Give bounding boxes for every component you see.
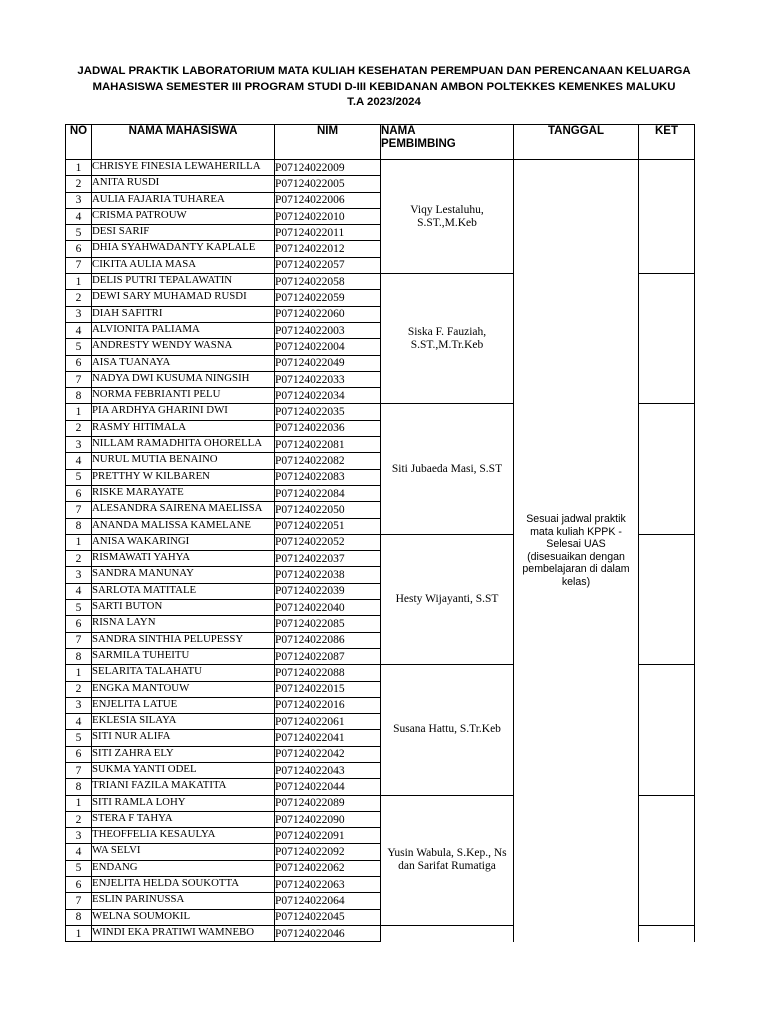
student-nim: P07124022089 — [275, 795, 381, 811]
row-number: 6 — [66, 877, 92, 893]
supervisor-cell — [381, 274, 514, 404]
supervisor-name-line: Viqy Lestaluhu, — [410, 203, 484, 216]
student-nim: P07124022039 — [275, 583, 381, 599]
row-number: 4 — [66, 714, 92, 730]
student-name: SELARITA TALAHATU — [92, 665, 275, 681]
supervisor-name-line: Hesty Wijayanti, S.ST — [395, 593, 499, 606]
row-number: 6 — [66, 485, 92, 501]
supervisor-name-line: Siti Jubaeda Masi, S.ST — [391, 462, 503, 475]
tanggal-text-line: Sesuai jadwal praktik — [526, 513, 626, 526]
row-number: 8 — [66, 779, 92, 795]
row-number: 8 — [66, 388, 92, 404]
row-number: 5 — [66, 600, 92, 616]
student-nim: P07124022044 — [275, 779, 381, 795]
student-name: DIAH SAFITRI — [92, 306, 275, 322]
student-name: ENGKA MANTOUW — [92, 681, 275, 697]
student-name: SANDRA SINTHIA PELUPESSY — [92, 632, 275, 648]
student-nim: P07124022081 — [275, 437, 381, 453]
student-nim: P07124022011 — [275, 225, 381, 241]
student-name: RASMY HITIMALA — [92, 420, 275, 436]
supervisor-cell — [381, 160, 514, 274]
student-nim: P07124022036 — [275, 420, 381, 436]
row-number: 6 — [66, 616, 92, 632]
schedule-body — [66, 160, 695, 942]
header-no: NO — [66, 125, 92, 160]
student-nim: P07124022083 — [275, 469, 381, 485]
row-number: 7 — [66, 502, 92, 518]
student-nim: P07124022058 — [275, 274, 381, 290]
ket-cell — [639, 404, 695, 534]
row-number: 1 — [66, 534, 92, 550]
student-name: SITI NUR ALIFA — [92, 730, 275, 746]
student-name: PIA ARDHYA GHARINI DWI — [92, 404, 275, 420]
row-number: 5 — [66, 730, 92, 746]
row-number: 2 — [66, 420, 92, 436]
student-nim: P07124022057 — [275, 257, 381, 273]
student-nim: P07124022003 — [275, 322, 381, 338]
student-name: CHRISYE FINESIA LEWAHERILLA — [92, 160, 275, 176]
row-number: 6 — [66, 355, 92, 371]
title-line-2: MAHASISWA SEMESTER III PROGRAM STUDI D-III KEBIDANAN AMBON POLTEKKES KEMENKES MALUKU — [92, 80, 676, 93]
row-number: 2 — [66, 811, 92, 827]
student-name: WA SELVI — [92, 844, 275, 860]
row-number: 2 — [66, 290, 92, 306]
student-name: EKLESIA SILAYA — [92, 714, 275, 730]
header-nama-mahasiswa: NAMA MAHASISWA — [92, 125, 275, 160]
student-name: RISNA LAYN — [92, 616, 275, 632]
row-number: 5 — [66, 860, 92, 876]
row-number: 3 — [66, 567, 92, 583]
student-nim: P07124022012 — [275, 241, 381, 257]
student-name: DHIA SYAHWADANTY KAPLALE — [92, 241, 275, 257]
student-name: ANANDA MALISSA KAMELANE — [92, 518, 275, 534]
student-nim: P07124022038 — [275, 567, 381, 583]
row-number: 7 — [66, 632, 92, 648]
row-number: 3 — [66, 306, 92, 322]
header-pembimbing-line-2: PEMBIMBING — [381, 138, 456, 150]
row-number: 8 — [66, 909, 92, 925]
row-number: 7 — [66, 257, 92, 273]
student-name: ENDANG — [92, 860, 275, 876]
student-name: AULIA FAJARIA TUHAREA — [92, 192, 275, 208]
header-nim: NIM — [275, 125, 381, 160]
table-row — [66, 160, 695, 176]
student-name: STERA F TAHYA — [92, 811, 275, 827]
student-nim: P07124022092 — [275, 844, 381, 860]
header-pembimbing-line-1: NAMA — [381, 125, 416, 137]
student-name: AISA TUANAYA — [92, 355, 275, 371]
student-nim: P07124022035 — [275, 404, 381, 420]
row-number: 5 — [66, 339, 92, 355]
ket-cell — [639, 925, 695, 941]
supervisor-cell — [381, 404, 514, 534]
student-name: WELNA SOUMOKIL — [92, 909, 275, 925]
student-nim: P07124022045 — [275, 909, 381, 925]
student-name: RISMAWATI YAHYA — [92, 551, 275, 567]
student-name: SARLOTA MATITALE — [92, 583, 275, 599]
tanggal-text-line: pembelajaran di dalam — [522, 563, 630, 576]
supervisor-name-line: dan Sarifat Rumatiga — [398, 860, 496, 873]
student-name: DEWI SARY MUHAMAD RUSDI — [92, 290, 275, 306]
supervisor-name-line: S.ST.,M.Tr.Keb — [410, 338, 484, 351]
supervisor-name-line: Siska F. Fauziah, — [407, 325, 487, 338]
student-name: TRIANI FAZILA MAKATITA — [92, 779, 275, 795]
row-number: 6 — [66, 746, 92, 762]
student-name: PRETTHY W KILBAREN — [92, 469, 275, 485]
student-name: RISKE MARAYATE — [92, 485, 275, 501]
student-name: ENJELITA LATUE — [92, 697, 275, 713]
student-nim: P07124022046 — [275, 925, 381, 941]
student-name: WINDI EKA PRATIWI WAMNEBO — [92, 925, 275, 941]
student-nim: P07124022091 — [275, 828, 381, 844]
student-nim: P07124022052 — [275, 534, 381, 550]
student-name: SARTI BUTON — [92, 600, 275, 616]
supervisor-name-line: Yusin Wabula, S.Kep., Ns — [387, 847, 507, 860]
header-ket: KET — [639, 125, 695, 160]
row-number: 8 — [66, 648, 92, 664]
student-nim: P07124022006 — [275, 192, 381, 208]
student-nim: P07124022050 — [275, 502, 381, 518]
supervisor-name-line: S.ST.,M.Keb — [417, 216, 477, 229]
student-nim: P07124022090 — [275, 811, 381, 827]
student-name: SANDRA MANUNAY — [92, 567, 275, 583]
student-nim: P07124022016 — [275, 697, 381, 713]
row-number: 1 — [66, 665, 92, 681]
student-nim: P07124022082 — [275, 453, 381, 469]
row-number: 7 — [66, 893, 92, 909]
row-number: 2 — [66, 551, 92, 567]
student-name: NURUL MUTIA BENAINO — [92, 453, 275, 469]
row-number: 5 — [66, 469, 92, 485]
student-nim: P07124022062 — [275, 860, 381, 876]
student-name: ANITA RUSDI — [92, 176, 275, 192]
row-number: 2 — [66, 176, 92, 192]
student-name: ESLIN PARINUSSA — [92, 893, 275, 909]
student-nim: P07124022010 — [275, 208, 381, 224]
student-name: DESI SARIF — [92, 225, 275, 241]
student-nim: P07124022059 — [275, 290, 381, 306]
row-number: 2 — [66, 681, 92, 697]
student-nim: P07124022051 — [275, 518, 381, 534]
student-name: ALVIONITA PALIAMA — [92, 322, 275, 338]
student-nim: P07124022005 — [275, 176, 381, 192]
student-nim: P07124022084 — [275, 485, 381, 501]
row-number: 6 — [66, 241, 92, 257]
student-nim: P07124022061 — [275, 714, 381, 730]
student-name: DELIS PUTRI TEPALAWATIN — [92, 274, 275, 290]
row-number: 1 — [66, 274, 92, 290]
title-line-1: JADWAL PRAKTIK LABORATORIUM MATA KULIAH KESEHATAN PEREMPUAN DAN PERENCANAAN KELUARGA — [77, 65, 691, 77]
row-number: 8 — [66, 518, 92, 534]
header-row — [66, 125, 695, 160]
student-name: THEOFFELIA KESAULYA — [92, 828, 275, 844]
row-number: 1 — [66, 795, 92, 811]
supervisor-cell — [381, 925, 514, 941]
row-number: 3 — [66, 192, 92, 208]
student-name: ANDRESTY WENDY WASNA — [92, 339, 275, 355]
row-number: 1 — [66, 404, 92, 420]
student-nim: P07124022087 — [275, 648, 381, 664]
student-nim: P07124022037 — [275, 551, 381, 567]
student-nim: P07124022004 — [275, 339, 381, 355]
student-name: SUKMA YANTI ODEL — [92, 762, 275, 778]
student-nim: P07124022085 — [275, 616, 381, 632]
student-nim: P07124022064 — [275, 893, 381, 909]
document-title — [0, 64, 768, 111]
title-line-3: T.A 2023/2024 — [347, 96, 421, 108]
student-name: CIKITA AULIA MASA — [92, 257, 275, 273]
ket-cell — [639, 274, 695, 404]
student-name: ANISA WAKARINGI — [92, 534, 275, 550]
ket-cell — [639, 665, 695, 795]
tanggal-text-line: (disesuaikan dengan — [527, 550, 625, 563]
row-number: 4 — [66, 208, 92, 224]
row-number: 3 — [66, 437, 92, 453]
row-number: 1 — [66, 160, 92, 176]
row-number: 4 — [66, 453, 92, 469]
supervisor-name-line: Susana Hattu, S.Tr.Keb — [393, 723, 501, 736]
student-nim: P07124022063 — [275, 877, 381, 893]
ket-cell — [639, 534, 695, 664]
row-number: 4 — [66, 844, 92, 860]
student-name: NORMA FEBRIANTI PELU — [92, 388, 275, 404]
student-nim: P07124022043 — [275, 762, 381, 778]
row-number: 7 — [66, 371, 92, 387]
student-name: ALESANDRA SAIRENA MAELISSA — [92, 502, 275, 518]
student-nim: P07124022015 — [275, 681, 381, 697]
row-number: 1 — [66, 925, 92, 941]
ket-cell — [639, 795, 695, 925]
student-nim: P07124022009 — [275, 160, 381, 176]
student-nim: P07124022040 — [275, 600, 381, 616]
student-name: ENJELITA HELDA SOUKOTTA — [92, 877, 275, 893]
student-nim: P07124022042 — [275, 746, 381, 762]
student-nim: P07124022060 — [275, 306, 381, 322]
student-nim: P07124022049 — [275, 355, 381, 371]
student-name: SARMILA TUHEITU — [92, 648, 275, 664]
student-nim: P07124022034 — [275, 388, 381, 404]
supervisor-cell — [381, 534, 514, 664]
row-number: 4 — [66, 583, 92, 599]
tanggal-text-line: Selesai UAS — [546, 538, 606, 551]
row-number: 3 — [66, 828, 92, 844]
row-number: 3 — [66, 697, 92, 713]
row-number: 7 — [66, 762, 92, 778]
student-nim: P07124022086 — [275, 632, 381, 648]
supervisor-cell — [381, 665, 514, 795]
row-number: 4 — [66, 322, 92, 338]
tanggal-cell — [514, 160, 639, 942]
ket-cell — [639, 160, 695, 274]
student-name: SITI ZAHRA ELY — [92, 746, 275, 762]
student-nim: P07124022041 — [275, 730, 381, 746]
student-name: NILLAM RAMADHITA OHORELLA — [92, 437, 275, 453]
schedule-table — [65, 124, 695, 942]
tanggal-text-line: mata kuliah KPPK - — [530, 525, 622, 538]
student-name: NADYA DWI KUSUMA NINGSIH — [92, 371, 275, 387]
header-nama-pembimbing — [381, 125, 514, 160]
supervisor-cell — [381, 795, 514, 925]
tanggal-text-line: kelas) — [561, 575, 591, 588]
row-number: 5 — [66, 225, 92, 241]
student-name: SITI RAMLA LOHY — [92, 795, 275, 811]
student-nim: P07124022033 — [275, 371, 381, 387]
student-nim: P07124022088 — [275, 665, 381, 681]
student-name: CRISMA PATROUW — [92, 208, 275, 224]
header-tanggal: TANGGAL — [514, 125, 639, 160]
